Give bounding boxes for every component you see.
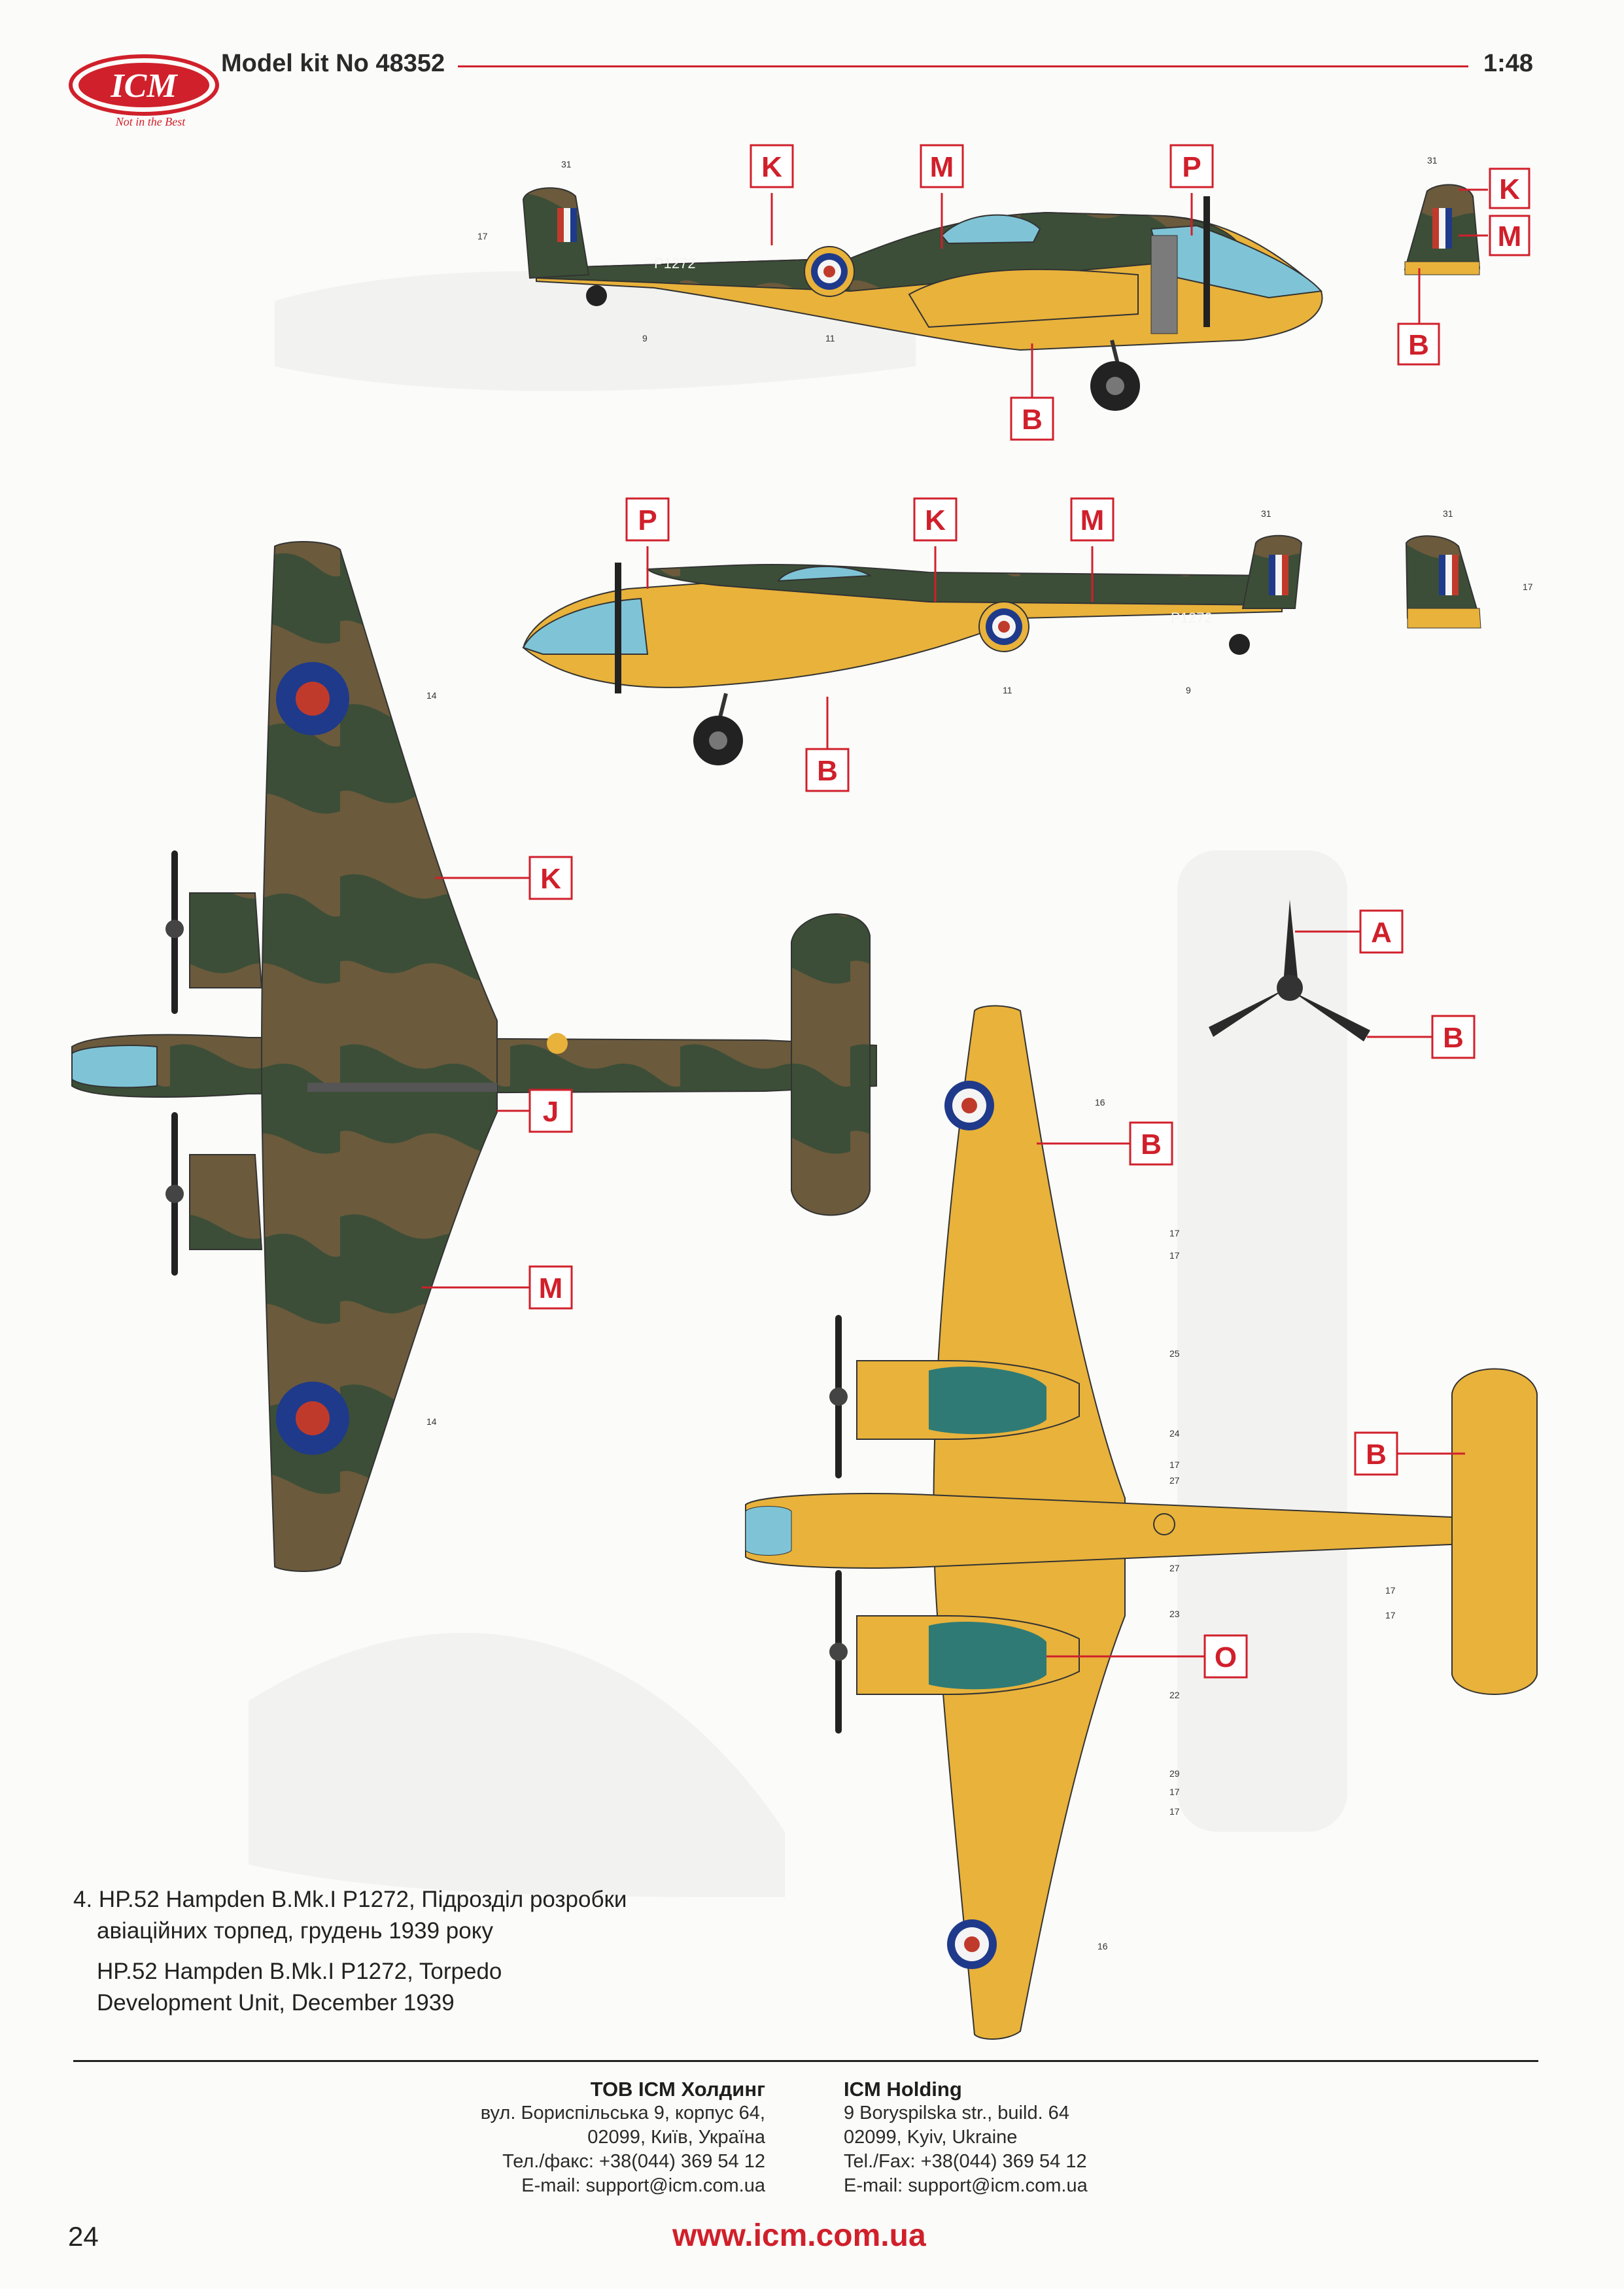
callout-a-prop [1360, 911, 1402, 952]
callout-k-wing [530, 857, 572, 899]
svg-text:16: 16 [1097, 1941, 1108, 1951]
callout-k-side2 [914, 498, 956, 540]
svg-text:17: 17 [1169, 1806, 1180, 1817]
svg-text:17: 17 [1385, 1585, 1396, 1596]
svg-text:14: 14 [426, 1416, 437, 1427]
callout-m-fin [1490, 216, 1529, 255]
scale-label: 1:48 [1483, 50, 1534, 77]
svg-text:B: B [817, 755, 838, 787]
website-link[interactable]: www.icm.com.ua [672, 2218, 926, 2253]
svg-text:17: 17 [1169, 1459, 1180, 1470]
svg-text:K: K [761, 151, 782, 183]
callout-m-wing [530, 1267, 572, 1308]
svg-text:9: 9 [642, 333, 648, 343]
svg-text:11: 11 [1003, 685, 1012, 695]
svg-text:K: K [1499, 173, 1520, 205]
svg-text:9: 9 [1186, 685, 1191, 695]
callout-b-tail [1355, 1433, 1397, 1475]
svg-text:A: A [1371, 917, 1392, 949]
address-ukrainian: ТОВ ICM Холдинг вул. Бориспільська 9, корпус 64, 02099, Київ, Україна Тел./факс: +38(044) 369 54 12 E-mail: support@icm.com.ua [480, 2078, 765, 2196]
svg-text:22: 22 [1169, 1690, 1180, 1700]
svg-text:11: 11 [825, 333, 835, 343]
callout-k-top [751, 145, 793, 187]
svg-text:17: 17 [1169, 1228, 1180, 1238]
svg-text:27: 27 [1169, 1475, 1180, 1486]
svg-text:31: 31 [1261, 508, 1271, 519]
svg-text:23: 23 [1169, 1609, 1180, 1619]
svg-text:P1272: P1272 [1171, 610, 1213, 626]
fin-views [1405, 184, 1481, 628]
callout-m-side2 [1071, 498, 1113, 540]
svg-text:P: P [638, 504, 657, 536]
svg-text:31: 31 [1443, 508, 1453, 519]
svg-text:P: P [1182, 151, 1201, 183]
svg-text:29: 29 [1169, 1768, 1180, 1779]
svg-text:17: 17 [1169, 1787, 1180, 1797]
svg-text:31: 31 [561, 159, 572, 169]
caption-ukrainian: 4. HP.52 Hampden B.Mk.I P1272, Підрозділ розробки авіаційних торпед, грудень 1939 року [73, 1887, 627, 1944]
svg-text:31: 31 [1427, 155, 1438, 166]
caption-english: HP.52 Hampden B.Mk.I P1272, Torpedo Development Unit, December 1939 [97, 1959, 502, 2016]
svg-text:17: 17 [1385, 1610, 1396, 1620]
svg-text:17: 17 [477, 231, 488, 241]
svg-text:M: M [1497, 220, 1522, 253]
svg-text:B: B [1022, 404, 1043, 436]
svg-text:16: 16 [1095, 1097, 1105, 1108]
callout-j [530, 1090, 572, 1132]
svg-text:O: O [1214, 1641, 1237, 1673]
callout-k-fin [1490, 169, 1529, 208]
svg-text:17: 17 [1169, 1250, 1180, 1261]
svg-text:M: M [1080, 504, 1105, 536]
callout-b-fin [1398, 324, 1439, 364]
svg-text:24: 24 [1169, 1428, 1180, 1439]
svg-text:J: J [542, 1096, 559, 1128]
svg-text:M: M [929, 151, 954, 183]
svg-text:B: B [1443, 1022, 1464, 1054]
svg-text:ICM: ICM [111, 67, 177, 105]
svg-text:14: 14 [426, 690, 437, 701]
svg-text:P1272: P1272 [654, 255, 696, 271]
callout-b-top [1011, 398, 1053, 440]
svg-text:B: B [1141, 1128, 1162, 1161]
side-view-left [523, 536, 1302, 765]
model-kit-number: Model kit No 48352 [221, 50, 445, 77]
svg-text:25: 25 [1169, 1348, 1180, 1359]
callout-p-side2 [627, 498, 668, 540]
svg-text:B: B [1408, 329, 1429, 361]
callout-p-top [1171, 145, 1213, 187]
callout-b-underwing [1130, 1123, 1172, 1164]
svg-text:K: K [925, 504, 946, 536]
footer-rule [73, 2060, 1538, 2062]
top-view [72, 542, 876, 1571]
svg-text:27: 27 [1169, 1563, 1180, 1573]
svg-text:17: 17 [1523, 582, 1533, 592]
svg-text:Not in the Best: Not in the Best [115, 115, 186, 128]
address-english: ICM Holding 9 Boryspilska str., build. 64 02099, Kyiv, Ukraine Tel./Fax: +38(044) 369 54 12 E-mail: support@icm.com.ua [844, 2078, 1088, 2196]
page-number: 24 [68, 2221, 99, 2252]
svg-text:B: B [1366, 1439, 1387, 1471]
callout-b-prop [1432, 1016, 1474, 1058]
callout-b-side2 [806, 749, 848, 791]
svg-text:M: M [538, 1272, 563, 1304]
callout-m-top [921, 145, 963, 187]
callout-o [1205, 1635, 1247, 1677]
svg-text:K: K [540, 863, 561, 895]
